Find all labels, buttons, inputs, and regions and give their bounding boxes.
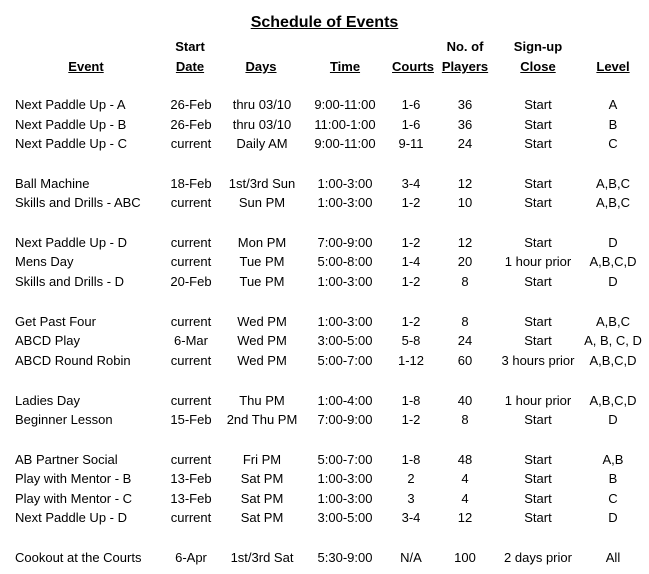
cell-close: 2 days prior: [504, 550, 572, 565]
cell-days: Sat PM: [240, 510, 284, 525]
cell-courts: 1-6: [401, 117, 421, 132]
cell-time: 1:00-3:00: [317, 195, 373, 210]
cell-days: Tue PM: [239, 274, 285, 289]
cell-level: A: [608, 97, 618, 112]
cell-event: Beginner Lesson: [15, 412, 113, 427]
header-event: Event: [68, 59, 104, 74]
cell-close: Start: [524, 117, 552, 132]
cell-date: current: [170, 510, 212, 525]
cell-date: current: [170, 314, 212, 329]
cell-days: thru 03/10: [232, 97, 292, 112]
cell-close: Start: [524, 471, 552, 486]
cell-courts: 3: [407, 491, 415, 506]
cell-level: A, B, C, D: [584, 333, 642, 348]
cell-players: 8: [461, 314, 469, 329]
cell-days: Wed PM: [237, 333, 287, 348]
cell-close: Start: [524, 452, 552, 467]
cell-event: Ladies Day: [15, 393, 81, 408]
cell-event: Next Paddle Up - A: [15, 97, 126, 112]
cell-time: 5:00-8:00: [317, 254, 373, 269]
cell-close: Start: [524, 274, 552, 289]
cell-level: D: [608, 412, 618, 427]
cell-level: A,B,C,D: [589, 393, 637, 408]
cell-event: Play with Mentor - C: [15, 491, 133, 506]
cell-close: 1 hour prior: [504, 393, 572, 408]
cell-days: Wed PM: [237, 353, 287, 368]
cell-date: current: [170, 452, 212, 467]
cell-players: 4: [461, 471, 469, 486]
cell-time: 7:00-9:00: [317, 412, 373, 427]
cell-time: 1:00-4:00: [317, 393, 373, 408]
cell-level: A,B: [602, 452, 624, 467]
cell-event: ABCD Play: [15, 333, 81, 348]
cell-players: 20: [457, 254, 473, 269]
cell-close: Start: [524, 491, 552, 506]
cell-days: Sun PM: [238, 195, 286, 210]
cell-close: Start: [524, 333, 552, 348]
cell-close: Start: [524, 176, 552, 191]
header-days: Days: [245, 59, 277, 74]
cell-close: Start: [524, 195, 552, 210]
cell-event: ABCD Round Robin: [15, 353, 131, 368]
cell-time: 9:00-11:00: [314, 136, 376, 151]
cell-close: Start: [524, 412, 552, 427]
cell-players: 8: [461, 412, 469, 427]
cell-level: C: [608, 136, 618, 151]
cell-date: current: [170, 254, 212, 269]
cell-event: Next Paddle Up - D: [15, 235, 127, 250]
cell-time: 5:00-7:00: [317, 452, 373, 467]
cell-courts: 1-8: [401, 393, 421, 408]
header-start-bottom: Date: [175, 59, 205, 74]
header-courts: Courts: [392, 59, 434, 74]
cell-level: A,B,C: [596, 195, 630, 210]
cell-time: 1:00-3:00: [317, 274, 373, 289]
cell-players: 48: [457, 452, 473, 467]
cell-level: A,B,C: [596, 314, 630, 329]
cell-players: 8: [461, 274, 469, 289]
cell-time: 1:00-3:00: [317, 491, 373, 506]
cell-days: Sat PM: [240, 471, 284, 486]
cell-close: Start: [524, 235, 552, 250]
cell-date: 6-Apr: [175, 550, 207, 565]
cell-level: B: [608, 471, 618, 486]
cell-level: D: [608, 235, 618, 250]
cell-event: Next Paddle Up - C: [15, 136, 127, 151]
cell-date: 26-Feb: [170, 117, 212, 132]
cell-days: 1st/3rd Sat: [230, 550, 294, 565]
cell-date: 18-Feb: [170, 176, 212, 191]
cell-date: 26-Feb: [170, 97, 212, 112]
cell-event: Get Past Four: [15, 314, 96, 329]
cell-event: Next Paddle Up - D: [15, 510, 127, 525]
cell-level: A,B,C,D: [589, 254, 637, 269]
cell-courts: 1-2: [401, 314, 421, 329]
header-close-top: Sign-up: [513, 39, 563, 54]
cell-event: Next Paddle Up - B: [15, 117, 127, 132]
cell-date: current: [170, 235, 212, 250]
cell-players: 4: [461, 491, 469, 506]
cell-date: 15-Feb: [170, 412, 212, 427]
cell-courts: 1-12: [397, 353, 425, 368]
cell-level: A,B,C: [596, 176, 630, 191]
cell-level: D: [608, 274, 618, 289]
cell-players: 60: [457, 353, 473, 368]
cell-days: Fri PM: [242, 452, 282, 467]
cell-event: Ball Machine: [15, 176, 90, 191]
cell-players: 24: [457, 136, 473, 151]
cell-level: D: [608, 510, 618, 525]
cell-time: 1:00-3:00: [317, 314, 373, 329]
cell-courts: 5-8: [401, 333, 421, 348]
cell-days: 2nd Thu PM: [226, 412, 298, 427]
cell-players: 10: [457, 195, 473, 210]
cell-date: current: [170, 353, 212, 368]
cell-days: 1st/3rd Sun: [228, 176, 296, 191]
cell-event: Skills and Drills - ABC: [15, 195, 141, 210]
cell-event: Play with Mentor - B: [15, 471, 132, 486]
cell-days: Mon PM: [237, 235, 287, 250]
cell-players: 36: [457, 117, 473, 132]
cell-players: 40: [457, 393, 473, 408]
cell-days: Sat PM: [240, 491, 284, 506]
cell-time: 9:00-11:00: [314, 97, 376, 112]
cell-courts: 1-4: [401, 254, 421, 269]
cell-close: 1 hour prior: [504, 254, 572, 269]
cell-days: thru 03/10: [232, 117, 292, 132]
cell-players: 36: [457, 97, 473, 112]
cell-courts: 1-2: [401, 412, 421, 427]
cell-level: B: [608, 117, 618, 132]
cell-courts: 1-8: [401, 452, 421, 467]
cell-players: 24: [457, 333, 473, 348]
cell-date: 13-Feb: [170, 491, 212, 506]
cell-close: Start: [524, 510, 552, 525]
cell-level: A,B,C,D: [589, 353, 637, 368]
cell-event: Mens Day: [15, 254, 74, 269]
header-players-bottom: Players: [441, 59, 489, 74]
cell-courts: 9-11: [398, 136, 424, 151]
page-title: Schedule of Events: [250, 14, 399, 31]
cell-close: Start: [524, 314, 552, 329]
cell-days: Wed PM: [237, 314, 287, 329]
cell-time: 1:00-3:00: [317, 471, 373, 486]
cell-courts: 3-4: [401, 510, 421, 525]
cell-level: C: [608, 491, 618, 506]
cell-courts: N/A: [400, 550, 422, 565]
cell-date: current: [170, 136, 212, 151]
header-players-top: No. of: [446, 39, 484, 54]
cell-days: Thu PM: [239, 393, 285, 408]
cell-time: 3:00-5:00: [317, 510, 373, 525]
cell-close: Start: [524, 136, 552, 151]
header-start-top: Start: [175, 39, 205, 54]
cell-courts: 1-6: [401, 97, 421, 112]
cell-time: 7:00-9:00: [317, 235, 373, 250]
cell-close: Start: [524, 97, 552, 112]
cell-event: Cookout at the Courts: [15, 550, 142, 565]
cell-date: 20-Feb: [170, 274, 212, 289]
cell-days: Daily AM: [236, 136, 288, 151]
cell-courts: 1-2: [401, 195, 421, 210]
cell-courts: 3-4: [401, 176, 421, 191]
cell-event: AB Partner Social: [15, 452, 118, 467]
cell-date: current: [170, 393, 212, 408]
cell-players: 100: [454, 550, 476, 565]
cell-time: 11:00-1:00: [314, 117, 376, 132]
cell-time: 1:00-3:00: [317, 176, 373, 191]
cell-level: All: [605, 550, 621, 565]
cell-players: 12: [457, 176, 473, 191]
cell-days: Tue PM: [239, 254, 285, 269]
cell-time: 3:00-5:00: [317, 333, 373, 348]
cell-date: 13-Feb: [170, 471, 212, 486]
cell-courts: 1-2: [401, 274, 421, 289]
cell-players: 12: [457, 510, 473, 525]
cell-event: Skills and Drills - D: [15, 274, 125, 289]
cell-time: 5:00-7:00: [317, 353, 373, 368]
cell-date: current: [170, 195, 212, 210]
cell-courts: 2: [407, 471, 415, 486]
cell-time: 5:30-9:00: [317, 550, 373, 565]
cell-date: 6-Mar: [174, 333, 208, 348]
header-time: Time: [329, 59, 361, 74]
cell-courts: 1-2: [401, 235, 421, 250]
header-level: Level: [596, 59, 630, 74]
cell-close: 3 hours prior: [501, 353, 575, 368]
cell-players: 12: [457, 235, 473, 250]
header-close-bottom: Close: [520, 59, 556, 74]
